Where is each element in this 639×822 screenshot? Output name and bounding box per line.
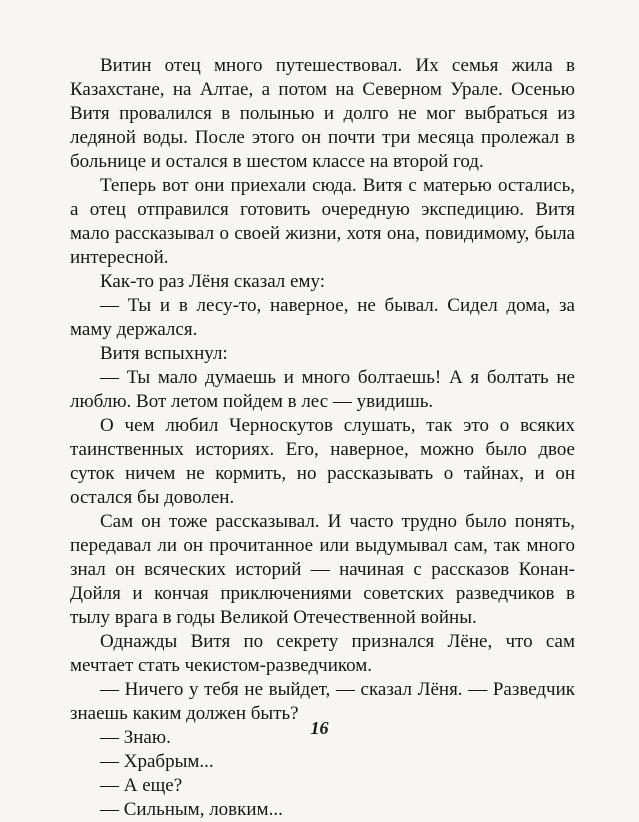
paragraph: Как-то раз Лёня сказал ему: — [100, 271, 326, 292]
paragraph: Витя вспыхнул: — [100, 343, 228, 364]
dialog-line: — А еще? — [100, 775, 183, 796]
dialog-line: — Ничего у тебя не выйдет, — сказал Лёня. — Разведчик знаешь каким должен быть? — [70, 679, 575, 724]
paragraph: О чем любил Черноскутов слушать, так это о всяких таинственных историях. Его, наверное, можно было двое суток ничем не кормить, но рассказывать о тайнах, и он остался бы доволен. — [70, 415, 575, 508]
paragraph: Витин отец много путешествовал. Их семья жила в Казахстане, на Алтае, а потом на Северном Урале. Осенью Витя провалился в полынью и долго не мог выбраться из ледяной воды. После этого он почти три месяца пролежал в больнице и остался в шестом классе на второй год. — [70, 55, 575, 172]
body-text — [70, 54, 575, 822]
paragraph: Сам он тоже рассказывал. И часто трудно было понять, передавал ли он прочитанное или выдумывал сам, так много знал он всяческих историй — начиная с рассказов Конан-Дойля и кончая приключениями советских разведчиков в тылу врага в годы Великой Отечественной войны. — [70, 511, 575, 628]
dialog-line: — Храбрым... — [100, 751, 214, 772]
dialog-line: — Знаю. — [100, 727, 171, 748]
page-number: 16 — [310, 718, 329, 738]
dialog-line: — Ты и в лесу-то, наверное, не бывал. Сидел дома, за маму держался. — [70, 295, 575, 340]
paragraph: Однажды Витя по секрету признался Лёне, что сам мечтает стать чекистом-разведчиком. — [70, 631, 575, 676]
paragraph: Теперь вот они приехали сюда. Витя с матерью остались, а отец отправился готовить очередную экспедицию. Витя мало рассказывал о своей жизни, хотя она, повидимому, была интересной. — [70, 175, 575, 268]
dialog-line: — Сильным, ловким... — [100, 799, 283, 820]
dialog-line: — Ты мало думаешь и много болтаешь! А я болтать не люблю. Вот летом пойдем в лес — увидишь. — [70, 367, 575, 412]
